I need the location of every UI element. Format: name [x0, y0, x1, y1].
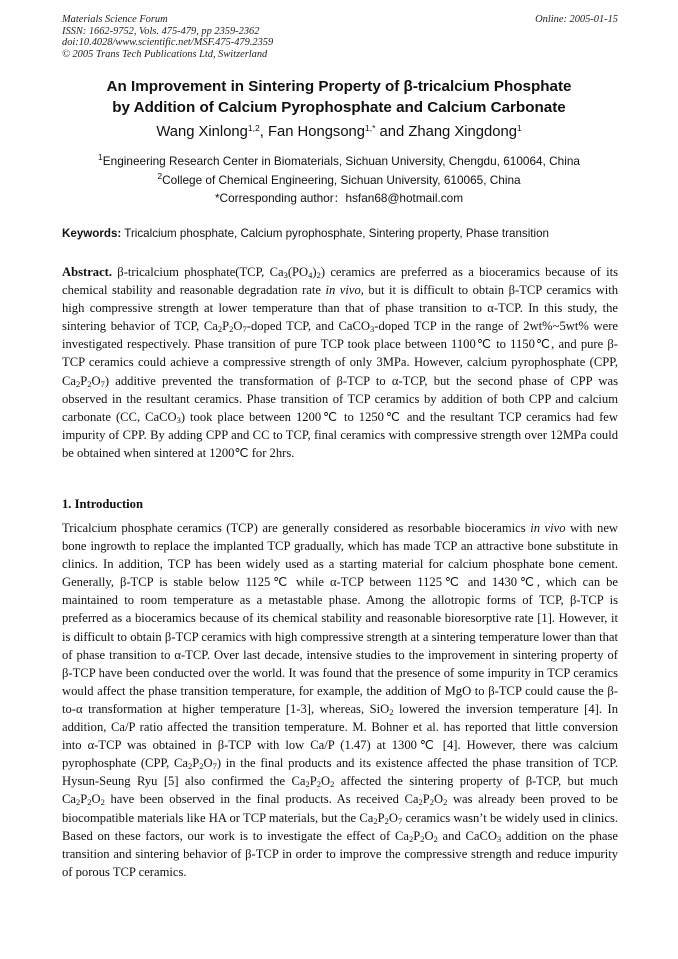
subscript-text: 2 — [429, 797, 435, 808]
body-text: O — [91, 792, 101, 807]
keywords-line — [62, 226, 622, 242]
affiliation-text: College of Chemical Engineering, Sichuan University, 610065, China — [162, 173, 521, 187]
subscript-text: 2 — [384, 815, 389, 826]
body-text: with new bone ingrowth to replace the implanted TCP gradually, which has made TCP an attractive bone substitute in clinics. In addition, TCP has been widely used as a starting material for calcium phosphate bone cement. Generally, β-TCP is stable below 1125℃ while α-TCP between 1125℃ and 1430℃, which can be maintained to room temperature as a metastable phase. Among the allotropic forms of TCP, β-TCP is preferred as a bioceramics because of its chemical stability and reasonable bioresorptive rate [1]. However, it is difficult to obtain β-TCP ceramics with high compressive strength at a sintering temperature lower than that of phase transition to α-TCP. Over last decade, intensive studies to the improvement in sintering property of β-TCP have been conducted over the world. It was found that the presence of some impurity in TCP ceramics would affect the phase transition temperature, for example, the addition of MgO to β-TCP could cause the β-to-α transformation at higher temperature [1-3], whereas, SiO — [62, 521, 619, 716]
body-text: ) additive prevented the transformation of β-TCP to α-TCP, but the second phase of CPP was observed in the resultant ceramics. Phase transition of TCP ceramics by addition of both CPP and calcium carbonate (CC, CaCO — [62, 373, 618, 424]
section-heading-introduction: 1. Introduction — [62, 497, 143, 511]
copyright-line: © 2005 Trans Tech Publications Ltd, Switzerland — [62, 48, 268, 60]
body-text: P — [192, 756, 200, 771]
subscript-text: 2 — [217, 324, 223, 335]
author-affiliation-mark: 1,2 — [247, 123, 260, 133]
affiliation-number: 2 — [157, 171, 163, 181]
body-text: P — [80, 792, 88, 807]
doi-line: doi:10.4028/www.scientific.net/MSF.475-479.2359 — [62, 37, 274, 49]
body-text: β-tricalcium phosphate(TCP, Ca — [112, 265, 284, 279]
body-text: Tricalcium phosphate ceramics (TCP) are generally considered as resorbable bioceramics — [62, 521, 531, 535]
body-text: ) — [312, 265, 317, 279]
body-text: O — [91, 373, 101, 388]
author-list — [40, 122, 638, 142]
subscript-text: 2 — [316, 270, 321, 280]
affiliation-2 — [40, 172, 638, 188]
subscript-text: 2 — [87, 797, 92, 808]
body-text: ) took place between 1200℃ to 1250℃ and the resultant TCP ceramics had few impurity of CPP. By adding CPP and CC to TCP, final ceramics with compressive strength over 12MPa could be obtained when sintered at 1200℃ for 2hrs. — [62, 409, 618, 460]
body-text: affected the sintering property of β-TCP, but much Ca — [62, 774, 619, 807]
body-text: , but it is difficult to obtain β-TCP ceramics with high compressive strength at lower temperature than that of phase transition to α-TCP. In this study, the sintering behavior of TCP, Ca — [62, 283, 619, 334]
paper-title — [40, 77, 638, 118]
journal-header — [62, 14, 618, 60]
body-text: P — [309, 774, 317, 789]
subscript-text: 3 — [496, 833, 502, 844]
abstract-label: Abstract. — [62, 265, 113, 279]
body-text: -doped TCP in the range of 2wt%~5wt% were investigated respectively. Phase transition of pure TCP took place between 1100℃ to 1150℃, and pure β-TCP ceramics could achieve a compressive strength of only 3MPa. However, calcium pyrophosphate (CPP, Ca — [62, 319, 618, 388]
subscript-text: 2 — [373, 815, 378, 826]
body-text: (PO — [287, 265, 309, 279]
body-text: have been observed in the final products. As received Ca — [104, 792, 419, 807]
subscript-text: 2 — [229, 324, 234, 335]
subscript-text: 4 — [308, 270, 313, 280]
body-text: O — [424, 828, 434, 843]
body-text: ) in the final products and its existence affected the phase transition of TCP. Hysun-Seung Ryu [5] also confirmed the Ca — [62, 756, 618, 789]
author-name: and Zhang Xingdong — [375, 124, 517, 140]
author-name: Wang Xinlong — [156, 124, 248, 140]
subscript-text: 2 — [100, 797, 105, 808]
subscript-text: 2 — [187, 761, 193, 772]
subscript-text: 2 — [316, 779, 322, 790]
italic-text: in vivo — [530, 521, 566, 535]
abstract — [62, 263, 618, 462]
body-text: P — [422, 792, 430, 807]
italic-text: in vivo — [325, 283, 361, 298]
keywords-text: Tricalcium phosphate, Calcium pyrophosphate, Sintering property, Phase transition — [121, 227, 549, 240]
subscript-text: 2 — [330, 779, 335, 790]
body-text: O — [321, 774, 331, 789]
body-text: was already been proved to be biocompatible materials like HA or TCP materials, but the Ca — [62, 792, 618, 825]
title-line-2: by Addition of Calcium Pyrophosphate and Calcium Carbonate — [112, 98, 566, 116]
subscript-text: 7 — [212, 761, 217, 772]
affiliation-number: 1 — [98, 152, 103, 162]
keywords-label: Keywords: — [62, 227, 122, 240]
body-text: P — [80, 373, 88, 388]
subscript-text: 2 — [199, 761, 204, 772]
body-text: addition on the phase transition and sintering behavior of β-TCP in order to improve the compressive strength and reduce impurity of porous TCP ceramics. — [62, 828, 618, 879]
subscript-text: 3 — [370, 324, 375, 335]
subscript-text: 2 — [76, 797, 81, 808]
subscript-text: 3 — [283, 270, 288, 280]
affiliation-text: Engineering Research Center in Biomaterials, Sichuan University, Chengdu, 610064, China — [102, 154, 580, 168]
subscript-text: 2 — [408, 833, 414, 844]
subscript-text: 7 — [100, 378, 105, 389]
body-text: lowered the inversion temperature [4]. In addition, Ca/P ratio affected the transition temperature. M. Bohner et al. has reported that little conversion into α-TCP was obtained in β-TCP with low Ca/P (1.47) at 1300℃ [4]. However, there was calcium pyrophosphate (CPP, Ca — [62, 701, 618, 771]
journal-name: Materials Science Forum — [62, 14, 168, 25]
body-text: and CaCO — [437, 828, 497, 843]
subscript-text: 2 — [418, 797, 423, 808]
subscript-text: 7 — [397, 815, 403, 826]
issn-line: ISSN: 1662-9752, Vols. 475-479, pp 2359-2362 — [62, 25, 260, 37]
affiliation-1 — [40, 153, 638, 169]
author-affiliation-mark: 1,* — [365, 123, 376, 133]
body-text: O — [388, 810, 398, 825]
online-date: Online: 2005-01-15 — [535, 14, 618, 25]
author-affiliation-mark: 1 — [516, 123, 522, 133]
subscript-text: 2 — [87, 378, 92, 389]
body-text: ceramics wasn’t be widely used in clinics. Based on these factors, our work is to investigate the effect of Ca — [62, 810, 619, 843]
body-text: O — [203, 756, 213, 771]
subscript-text: 3 — [176, 414, 181, 425]
body-text: P — [377, 810, 385, 825]
subscript-text: 2 — [443, 797, 448, 808]
introduction-body — [62, 519, 618, 881]
body-text: O — [233, 319, 243, 334]
subscript-text: 2 — [433, 833, 438, 844]
subscript-text: 2 — [389, 706, 394, 717]
body-text: P — [222, 319, 230, 334]
body-text: O — [434, 792, 444, 807]
subscript-text: 2 — [76, 378, 81, 389]
subscript-text: 2 — [420, 833, 425, 844]
subscript-text: 7 — [242, 324, 247, 335]
body-text: ) ceramics are preferred as a bioceramics because of its chemical stability and reasonable degradation rate — [62, 265, 618, 298]
author-name: , Fan Hongsong — [259, 124, 366, 140]
body-text: -doped TCP, and CaCO — [246, 319, 371, 334]
subscript-text: 2 — [305, 779, 310, 790]
corresponding-author: *Corresponding author：hsfan68@hotmail.com — [214, 191, 464, 205]
body-text: P — [413, 828, 421, 843]
title-line-1: An Improvement in Sintering Property of β-tricalcium Phosphate — [106, 78, 572, 95]
